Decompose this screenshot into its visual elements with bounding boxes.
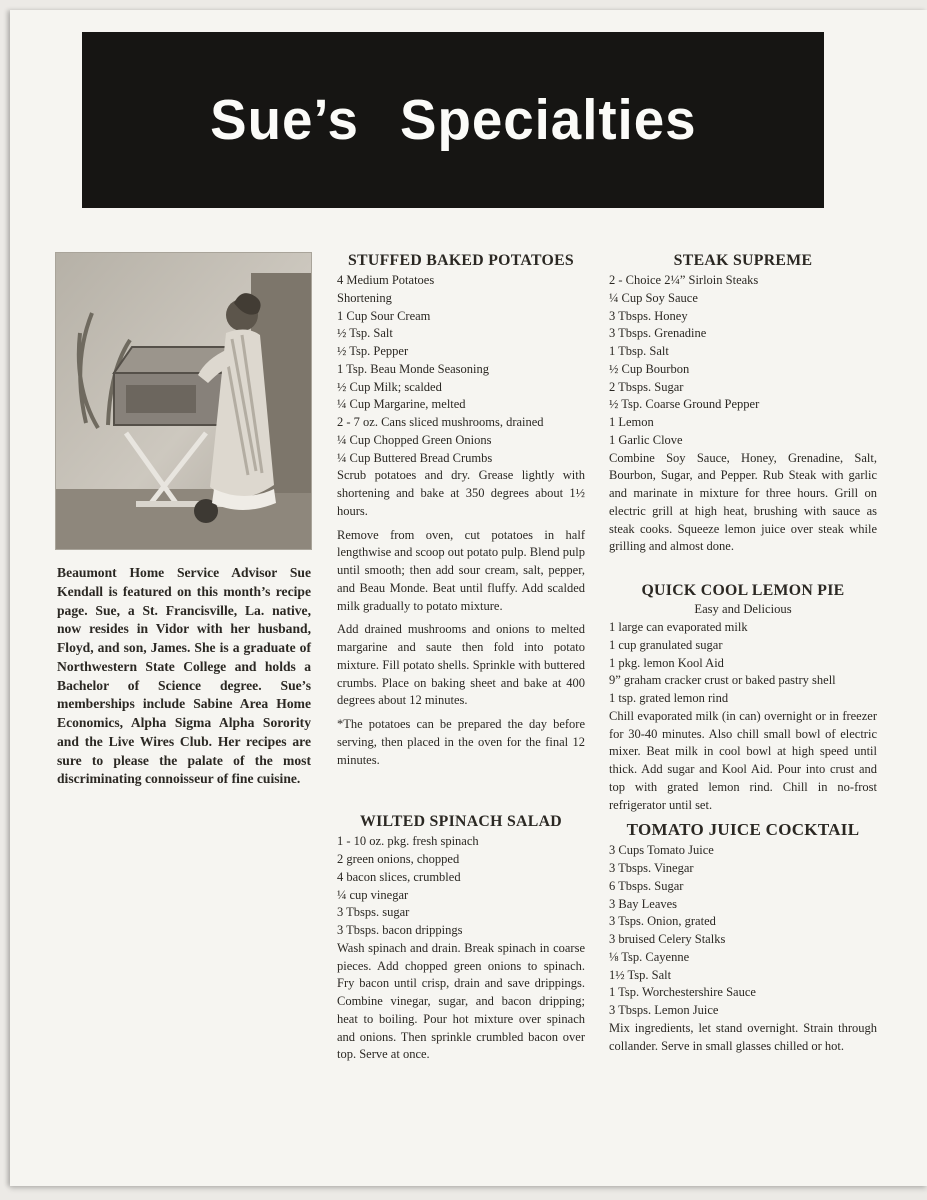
ingredient-line: 3 Tbsps. Honey [609, 308, 688, 323]
ingredient-line: 3 Tbsps. sugar [337, 905, 410, 920]
ingredient-line: 4 bacon slices, crumbled [337, 869, 461, 884]
instruction-paragraphs [609, 708, 877, 815]
ingredient-line: 2 - 7 oz. Cans sliced mushrooms, drained [337, 415, 544, 429]
right-column [609, 252, 877, 1064]
ingredient-line: 6 Tbsps. Sugar [609, 878, 684, 893]
instruction-paragraphs [337, 467, 585, 769]
ingredient-line: ¼ Cup Chopped Green Onions [337, 432, 492, 447]
ingredient-line: 9” graham cracker crust or baked pastry shell [609, 673, 836, 688]
recipe-subtitle: Easy and Delicious [694, 602, 792, 616]
ingredient-line: 4 Medium Potatoes [337, 273, 435, 287]
ingredient-list [609, 272, 877, 450]
instruction-paragraphs [337, 940, 585, 1064]
ingredient-line: 1 pkg. lemon Kool Aid [609, 655, 724, 670]
recipe-wilted-spinach-salad [337, 813, 585, 1064]
recipe-title: STUFFED BAKED POTATOES [347, 252, 575, 269]
ingredient-line: 1 Garlic Clove [609, 432, 683, 447]
instruction-paragraph: Wash spinach and drain. Break spinach in coarse pieces. Add chopped green onions to spinach. Fry bacon until crisp, drain and save drippings. Combine vinegar, sugar, and bacon dripping; heat to boiling. Pour hot mixture over spinach and onions. Then sprinkle crumbled bacon over top. Serve at once. [337, 940, 585, 1062]
ingredient-line: ¼ Cup Margarine, melted [337, 397, 466, 412]
ingredient-line: 3 bruised Celery Stalks [609, 932, 726, 946]
ingredient-line: 3 Tbsps. bacon drippings [337, 923, 463, 937]
ingredient-line: 3 Tbsps. Grenadine [609, 326, 707, 341]
ingredient-line: 1 Tsp. Worchestershire Sauce [609, 985, 756, 1000]
ingredient-list [337, 833, 585, 940]
recipe-title: TOMATO JUICE COCKTAIL [626, 820, 860, 840]
ingredient-line: 1 Cup Sour Cream [337, 308, 431, 323]
recipe-title: STEAK SUPREME [673, 252, 813, 269]
ingredient-list [609, 619, 877, 708]
photo-sue-kendall [55, 252, 312, 550]
ingredient-list [609, 842, 877, 1020]
ingredient-line: 3 Tsps. Onion, grated [609, 914, 716, 929]
ingredient-line: ⅛ Tsp. Cayenne [609, 949, 690, 964]
ingredient-line: 1 - 10 oz. pkg. fresh spinach [337, 834, 479, 849]
left-column [55, 252, 313, 1064]
ingredient-line: ¼ Cup Soy Sauce [609, 290, 698, 305]
recipe-steak-supreme [609, 252, 877, 556]
ingredient-line: 3 Tbsps. Vinegar [609, 861, 694, 875]
instruction-paragraph: Combine Soy Sauce, Honey, Grenadine, Salt, Bourbon, Sugar, and Pepper. Rub Steak with garlic and marinate in mixture for three hours. Grill on electric grill at high heat, brushing with sauce as steak cooks. Squeeze lemon juice over steak while grilling and almost done. [609, 450, 877, 554]
instruction-paragraph: *The potatoes can be prepared the day before serving, then placed in the oven for the final 12 minutes. [337, 717, 585, 767]
ingredient-line: 1 Lemon [609, 415, 654, 429]
instruction-paragraphs [609, 450, 877, 557]
recipe-title: WILTED SPINACH SALAD [359, 813, 563, 831]
ingredient-line: ½ Tsp. Salt [337, 326, 393, 341]
ingredient-line: ½ Cup Bourbon [609, 361, 690, 376]
ingredient-line: 1 cup granulated sugar [609, 637, 723, 652]
ingredient-line: 3 Tbsps. Lemon Juice [609, 1003, 719, 1017]
recipe-tomato-juice-cocktail [609, 820, 877, 1055]
instruction-paragraph: Chill evaporated milk (in can) overnight or in freezer for 30-40 minutes. Also chill small bowl of electric mixer. Beat milk in cool bowl at high speed until thick. Add sugar and Kool Aid. Pour into crust and top with grated lemon rind. Chill in no-frost refrigerator until set. [609, 708, 877, 812]
recipe-title: QUICK COOL LEMON PIE [641, 582, 845, 599]
ingredient-line: 2 Tbsps. Sugar [609, 379, 684, 394]
ingredient-line: 1 large can evaporated milk [609, 620, 748, 634]
instruction-paragraph: Remove from oven, cut potatoes in half lengthwise and scoop out potato pulp. Blend pulp until smooth; then add sour cream, salt, pepper, and Beau Monde. Beat until fluffy. Add scalded milk gradually to potato mixture. [337, 527, 585, 613]
ingredient-line: 3 Cups Tomato Juice [609, 843, 714, 858]
ingredient-line: 1 Tsp. Beau Monde Seasoning [337, 361, 490, 376]
ingredient-line: 1 Tbsp. Salt [609, 344, 669, 358]
title-banner [82, 32, 824, 208]
page-title: Sue’s Specialties [209, 88, 697, 152]
ingredient-line: 1½ Tsp. Salt [609, 967, 672, 982]
recipe-stuffed-baked-potatoes [337, 252, 585, 769]
page-content [55, 252, 877, 1064]
instruction-paragraph: Mix ingredients, let stand overnight. Strain through collander. Serve in small glasses chilled or hot. [609, 1020, 877, 1053]
ingredient-line: ¼ Cup Buttered Bread Crumbs [337, 450, 493, 465]
ingredient-line: 1 tsp. grated lemon rind [609, 691, 729, 705]
middle-column [337, 252, 585, 1064]
instruction-paragraphs [609, 1020, 877, 1056]
ingredient-line: ½ Cup Milk; scalded [337, 379, 442, 394]
photo-caption: Beaumont Home Service Advisor Sue Kendall is featured on this month’s recipe page. Sue, a St. Francisville, La. native, now resides in Vidor with her husband, Floyd, and son, James. She is a graduate of Northwestern State College and holds a Bachelor of Science degree. Sue’s memberships include Sabine Area Home Economics, Alpha Sigma Alpha Sorority and the Live Wires Club. Her recipes are sure to please the palate of the most discriminating connoisseur of fine cuisine. [57, 565, 311, 787]
ingredient-list [337, 272, 585, 467]
instruction-paragraph: Scrub potatoes and dry. Grease lightly with shortening and bake at 350 degrees about 1½ hours. [337, 468, 585, 518]
ingredient-line: 2 green onions, chopped [337, 852, 460, 866]
ingredient-line: ¼ cup vinegar [337, 887, 409, 902]
ingredient-line: ½ Tsp. Coarse Ground Pepper [609, 397, 760, 412]
ingredient-line: ½ Tsp. Pepper [337, 344, 409, 358]
ingredient-line: 2 - Choice 2¼” Sirloin Steaks [609, 273, 759, 287]
recipe-quick-cool-lemon-pie [609, 582, 877, 814]
ingredient-line: Shortening [337, 290, 392, 305]
instruction-paragraph: Add drained mushrooms and onions to melted margarine and saute then fold into potato mixture. Fill potato shells. Sprinkle with buttered crumbs. Place on baking sheet and bake at 400 degrees about 12 minutes. [337, 622, 585, 708]
ingredient-line: 3 Bay Leaves [609, 896, 678, 911]
